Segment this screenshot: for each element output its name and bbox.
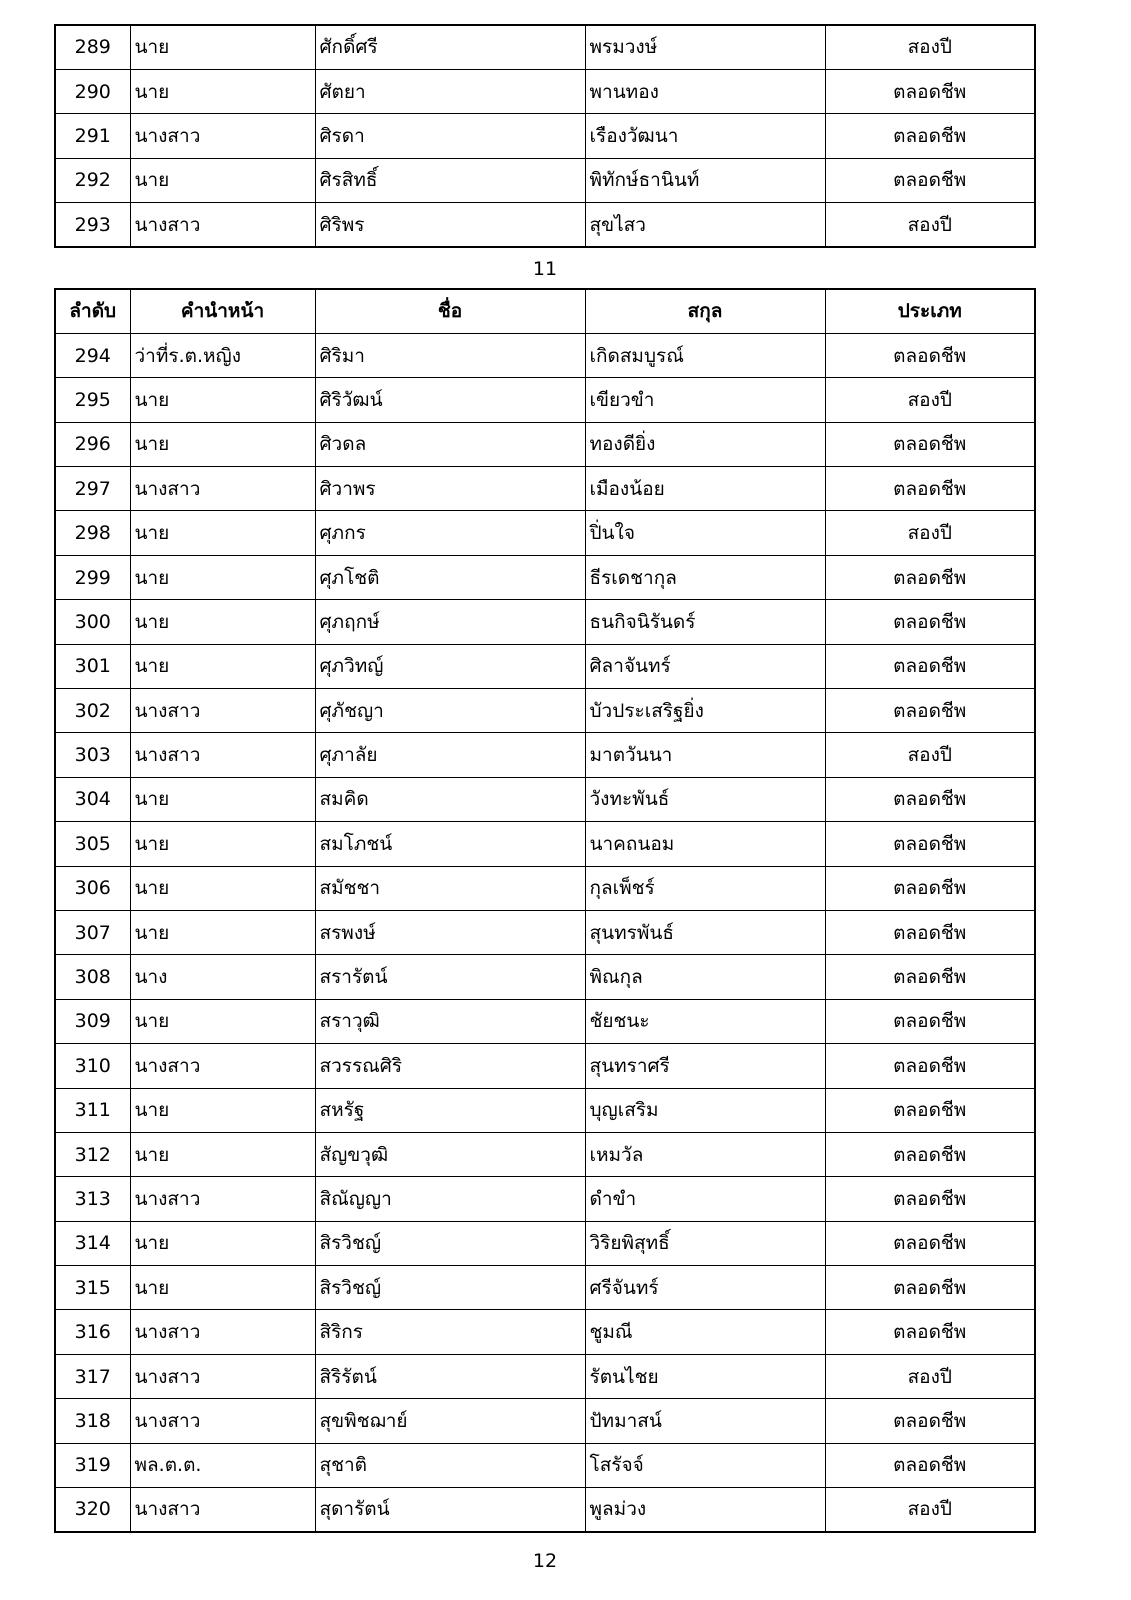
cell-type: สองปี	[825, 203, 1035, 247]
cell-prefix: นาย	[130, 777, 315, 821]
page-number: 12	[532, 1550, 558, 1572]
cell-last-name: พูลม่วง	[585, 1488, 825, 1532]
cell-type: สองปี	[825, 511, 1035, 555]
cell-no: 295	[55, 378, 130, 422]
table-row	[55, 600, 1035, 644]
table-row	[55, 1354, 1035, 1398]
table-row	[55, 1044, 1035, 1088]
cell-first-name: สิริรัตน์	[315, 1354, 585, 1398]
cell-last-name: นาคถนอม	[585, 822, 825, 866]
cell-last-name: บัวประเสริฐยิ่ง	[585, 689, 825, 733]
cell-no: 297	[55, 467, 130, 511]
table-row	[55, 555, 1035, 599]
table-row	[55, 910, 1035, 954]
cell-no: 301	[55, 644, 130, 688]
cell-type: สองปี	[825, 378, 1035, 422]
cell-prefix: นางสาว	[130, 1399, 315, 1443]
cell-last-name: วังทะพันธ์	[585, 777, 825, 821]
cell-last-name: วิริยพิสุทธิ์	[585, 1221, 825, 1265]
table-row	[55, 1266, 1035, 1310]
cell-last-name: กุลเพ็ชร์	[585, 866, 825, 910]
cell-last-name: ธีรเดชากุล	[585, 555, 825, 599]
header-no: ลำดับ	[55, 289, 130, 333]
cell-no: 313	[55, 1177, 130, 1221]
cell-prefix: นาย	[130, 999, 315, 1043]
cell-type: ตลอดชีพ	[825, 1443, 1035, 1487]
cell-prefix: ว่าที่ร.ต.หญิง	[130, 333, 315, 377]
cell-first-name: สุขพิชฌาย์	[315, 1399, 585, 1443]
cell-last-name: เมืองน้อย	[585, 467, 825, 511]
table-row	[55, 733, 1035, 777]
cell-first-name: ศุภฤกษ์	[315, 600, 585, 644]
cell-last-name: เกิดสมบูรณ์	[585, 333, 825, 377]
cell-prefix: นางสาว	[130, 689, 315, 733]
cell-last-name: ธนกิจนิรันดร์	[585, 600, 825, 644]
cell-last-name: สุนทราศรี	[585, 1044, 825, 1088]
cell-first-name: สัญขวุฒิ	[315, 1132, 585, 1176]
cell-first-name: ศิริพร	[315, 203, 585, 247]
cell-no: 293	[55, 203, 130, 247]
cell-no: 320	[55, 1488, 130, 1532]
cell-prefix: นางสาว	[130, 1488, 315, 1532]
cell-type: ตลอดชีพ	[825, 1177, 1035, 1221]
cell-type: ตลอดชีพ	[825, 600, 1035, 644]
table-row	[55, 333, 1035, 377]
cell-last-name: เหมวัล	[585, 1132, 825, 1176]
cell-prefix: นางสาว	[130, 114, 315, 158]
header-type: ประเภท	[825, 289, 1035, 333]
cell-first-name: ศิริมา	[315, 333, 585, 377]
cell-no: 317	[55, 1354, 130, 1398]
cell-first-name: ศุภกร	[315, 511, 585, 555]
cell-last-name: ปิ่นใจ	[585, 511, 825, 555]
cell-prefix: นาย	[130, 422, 315, 466]
table-row	[55, 1177, 1035, 1221]
cell-type: ตลอดชีพ	[825, 467, 1035, 511]
table-row	[55, 1488, 1035, 1532]
cell-prefix: นางสาว	[130, 1044, 315, 1088]
cell-first-name: สราวุฒิ	[315, 999, 585, 1043]
cell-last-name: บุญเสริม	[585, 1088, 825, 1132]
cell-no: 298	[55, 511, 130, 555]
cell-prefix: นางสาว	[130, 1310, 315, 1354]
cell-prefix: นางสาว	[130, 203, 315, 247]
table-row	[55, 422, 1035, 466]
header-prefix: คำนำหน้า	[130, 289, 315, 333]
cell-last-name: ปัทมาสน์	[585, 1399, 825, 1443]
cell-prefix: นาย	[130, 1132, 315, 1176]
cell-no: 291	[55, 114, 130, 158]
cell-prefix: นางสาว	[130, 1354, 315, 1398]
table-row	[55, 158, 1035, 202]
table-row	[55, 777, 1035, 821]
cell-prefix: นาย	[130, 1221, 315, 1265]
cell-no: 307	[55, 910, 130, 954]
cell-prefix: นาย	[130, 1266, 315, 1310]
cell-first-name: ศักดิ์ศรี	[315, 25, 585, 69]
cell-first-name: สรพงษ์	[315, 910, 585, 954]
cell-type: สองปี	[825, 1488, 1035, 1532]
cell-last-name: สุนทรพันธ์	[585, 910, 825, 954]
cell-last-name: พรมวงษ์	[585, 25, 825, 69]
cell-last-name: ดำขำ	[585, 1177, 825, 1221]
table-row	[55, 644, 1035, 688]
table-header-row	[55, 289, 1035, 333]
header-first-name: ชื่อ	[315, 289, 585, 333]
cell-last-name: เขียวขำ	[585, 378, 825, 422]
cell-prefix: นาย	[130, 600, 315, 644]
cell-no: 296	[55, 422, 130, 466]
page-number: 11	[532, 258, 558, 280]
cell-type: ตลอดชีพ	[825, 777, 1035, 821]
table-row	[55, 866, 1035, 910]
cell-no: 319	[55, 1443, 130, 1487]
cell-first-name: สุดารัตน์	[315, 1488, 585, 1532]
table-row	[55, 203, 1035, 247]
table-row	[55, 1399, 1035, 1443]
table-row	[55, 1132, 1035, 1176]
cell-no: 303	[55, 733, 130, 777]
member-table-body	[55, 25, 1035, 247]
cell-type: ตลอดชีพ	[825, 1088, 1035, 1132]
cell-prefix: นาย	[130, 158, 315, 202]
cell-first-name: สิณัญญา	[315, 1177, 585, 1221]
cell-type: ตลอดชีพ	[825, 955, 1035, 999]
cell-first-name: ศุภวิทญ์	[315, 644, 585, 688]
cell-first-name: ศิริวัฒน์	[315, 378, 585, 422]
cell-prefix: นาย	[130, 555, 315, 599]
cell-no: 300	[55, 600, 130, 644]
cell-no: 289	[55, 25, 130, 69]
cell-no: 299	[55, 555, 130, 599]
cell-no: 294	[55, 333, 130, 377]
cell-no: 312	[55, 1132, 130, 1176]
cell-no: 292	[55, 158, 130, 202]
cell-first-name: สิรวิชญ์	[315, 1221, 585, 1265]
cell-type: ตลอดชีพ	[825, 158, 1035, 202]
member-table-body	[55, 333, 1035, 1532]
cell-first-name: สมโภชน์	[315, 822, 585, 866]
cell-first-name: สิรวิชญ์	[315, 1266, 585, 1310]
cell-first-name: สุชาติ	[315, 1443, 585, 1487]
cell-first-name: สมคิด	[315, 777, 585, 821]
table-row	[55, 511, 1035, 555]
cell-last-name: ทองดียิ่ง	[585, 422, 825, 466]
cell-prefix: นาย	[130, 866, 315, 910]
cell-last-name: มาตวันนา	[585, 733, 825, 777]
cell-last-name: เรืองวัฒนา	[585, 114, 825, 158]
cell-prefix: นาย	[130, 25, 315, 69]
cell-type: ตลอดชีพ	[825, 1044, 1035, 1088]
cell-last-name: รัตนไชย	[585, 1354, 825, 1398]
cell-no: 311	[55, 1088, 130, 1132]
cell-type: ตลอดชีพ	[825, 555, 1035, 599]
cell-no: 306	[55, 866, 130, 910]
cell-prefix: นาย	[130, 69, 315, 113]
cell-type: ตลอดชีพ	[825, 644, 1035, 688]
cell-type: สองปี	[825, 1354, 1035, 1398]
table-row	[55, 378, 1035, 422]
cell-prefix: นาย	[130, 910, 315, 954]
cell-no: 315	[55, 1266, 130, 1310]
cell-no: 314	[55, 1221, 130, 1265]
cell-type: ตลอดชีพ	[825, 1221, 1035, 1265]
cell-first-name: ศิวดล	[315, 422, 585, 466]
table-row	[55, 999, 1035, 1043]
member-table-continued	[54, 24, 1036, 248]
cell-first-name: ศิรสิทธิ์	[315, 158, 585, 202]
cell-type: ตลอดชีพ	[825, 910, 1035, 954]
table-row	[55, 955, 1035, 999]
cell-first-name: สหรัฐ	[315, 1088, 585, 1132]
cell-no: 290	[55, 69, 130, 113]
cell-first-name: สมัชชา	[315, 866, 585, 910]
table-row	[55, 114, 1035, 158]
cell-no: 308	[55, 955, 130, 999]
cell-last-name: ศิลาจันทร์	[585, 644, 825, 688]
cell-no: 309	[55, 999, 130, 1043]
cell-no: 302	[55, 689, 130, 733]
cell-first-name: สรารัตน์	[315, 955, 585, 999]
table-row	[55, 822, 1035, 866]
cell-type: สองปี	[825, 25, 1035, 69]
cell-prefix: พล.ต.ต.	[130, 1443, 315, 1487]
table-row	[55, 467, 1035, 511]
cell-type: ตลอดชีพ	[825, 333, 1035, 377]
cell-prefix: นาย	[130, 378, 315, 422]
cell-first-name: ศุภาลัย	[315, 733, 585, 777]
cell-no: 318	[55, 1399, 130, 1443]
cell-no: 304	[55, 777, 130, 821]
table-row	[55, 689, 1035, 733]
cell-last-name: ชัยชนะ	[585, 999, 825, 1043]
cell-prefix: นาง	[130, 955, 315, 999]
cell-first-name: ศิวาพร	[315, 467, 585, 511]
table-row	[55, 1088, 1035, 1132]
cell-first-name: สวรรณศิริ	[315, 1044, 585, 1088]
cell-no: 316	[55, 1310, 130, 1354]
member-table	[54, 288, 1036, 1533]
cell-no: 310	[55, 1044, 130, 1088]
table-row	[55, 1443, 1035, 1487]
cell-last-name: สุขไสว	[585, 203, 825, 247]
cell-first-name: ศิรดา	[315, 114, 585, 158]
cell-type: ตลอดชีพ	[825, 1266, 1035, 1310]
cell-type: ตลอดชีพ	[825, 822, 1035, 866]
cell-type: ตลอดชีพ	[825, 999, 1035, 1043]
cell-type: ตลอดชีพ	[825, 866, 1035, 910]
cell-type: ตลอดชีพ	[825, 689, 1035, 733]
cell-prefix: นางสาว	[130, 733, 315, 777]
cell-last-name: ชูมณี	[585, 1310, 825, 1354]
table-row	[55, 69, 1035, 113]
cell-prefix: นางสาว	[130, 467, 315, 511]
cell-type: สองปี	[825, 733, 1035, 777]
cell-type: ตลอดชีพ	[825, 114, 1035, 158]
cell-prefix: นาย	[130, 822, 315, 866]
cell-prefix: นาย	[130, 511, 315, 555]
cell-first-name: ศัตยา	[315, 69, 585, 113]
cell-type: ตลอดชีพ	[825, 1310, 1035, 1354]
header-last-name: สกุล	[585, 289, 825, 333]
cell-no: 305	[55, 822, 130, 866]
cell-first-name: ศุภโชติ	[315, 555, 585, 599]
cell-last-name: พิณกุล	[585, 955, 825, 999]
cell-first-name: สิริกร	[315, 1310, 585, 1354]
cell-prefix: นางสาว	[130, 1177, 315, 1221]
cell-type: ตลอดชีพ	[825, 69, 1035, 113]
cell-last-name: โสรัจจ์	[585, 1443, 825, 1487]
cell-type: ตลอดชีพ	[825, 422, 1035, 466]
cell-prefix: นาย	[130, 1088, 315, 1132]
table-row	[55, 25, 1035, 69]
cell-last-name: พิทักษ์ธานินท์	[585, 158, 825, 202]
cell-last-name: ศรีจันทร์	[585, 1266, 825, 1310]
cell-first-name: ศุภัชญา	[315, 689, 585, 733]
cell-type: ตลอดชีพ	[825, 1399, 1035, 1443]
table-row	[55, 1310, 1035, 1354]
table-row	[55, 1221, 1035, 1265]
cell-prefix: นาย	[130, 644, 315, 688]
cell-type: ตลอดชีพ	[825, 1132, 1035, 1176]
cell-last-name: พานทอง	[585, 69, 825, 113]
